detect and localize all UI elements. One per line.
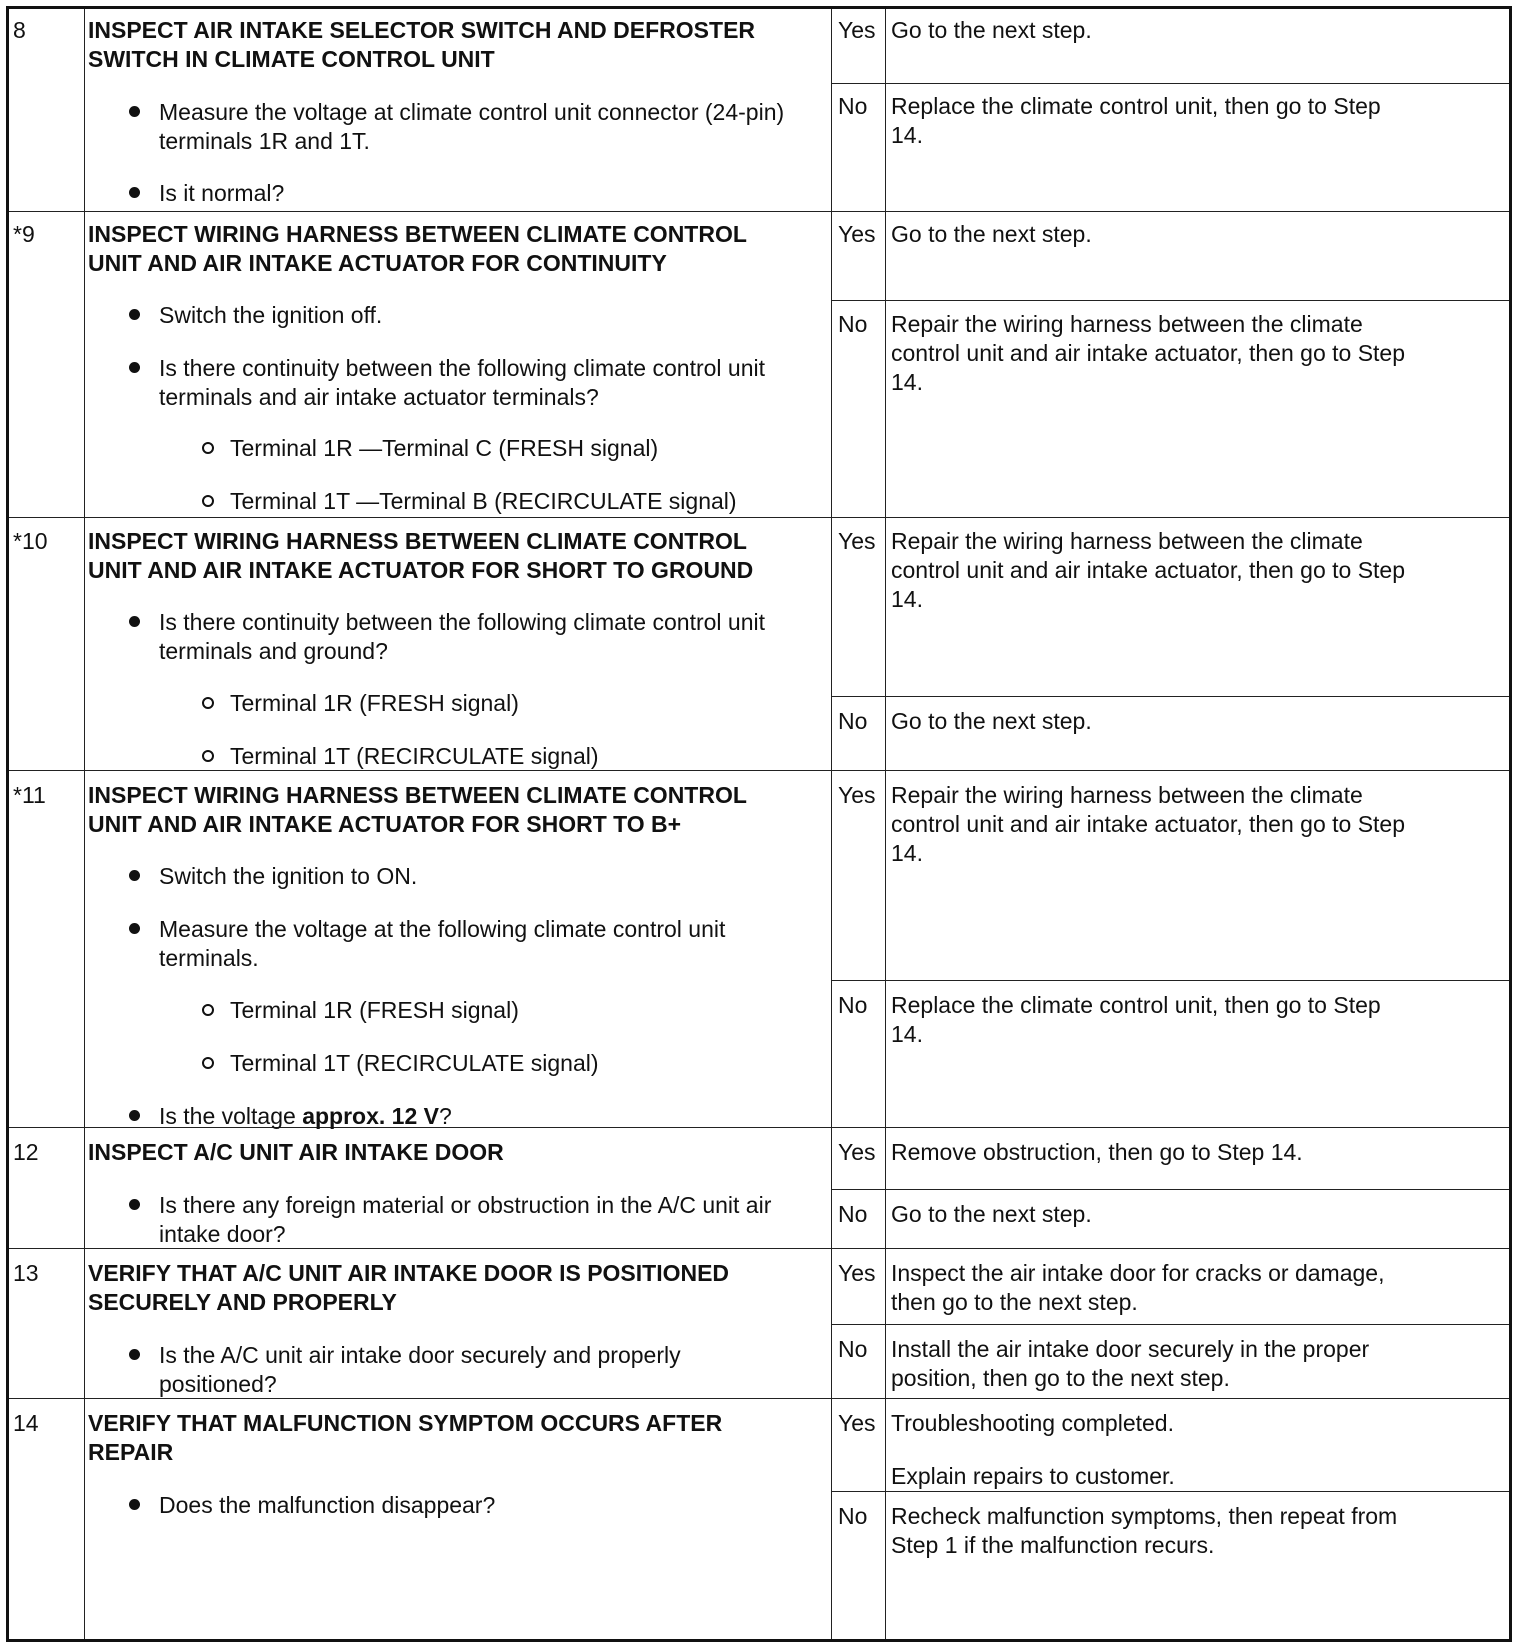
yes-action: Troubleshooting completed. [891, 1410, 1174, 1436]
sub-bullet-icon [202, 1057, 214, 1069]
no-action: Go to the next step. [891, 708, 1092, 734]
step-number: *11 [13, 782, 46, 808]
step-title: REPAIR [88, 1439, 174, 1465]
yes-label: Yes [838, 1260, 876, 1286]
yes-no-divider [831, 980, 1509, 981]
yes-no-divider [831, 1324, 1509, 1325]
bullet-icon [129, 1110, 140, 1121]
sub-bullet-icon [202, 1004, 214, 1016]
step-instruction: Measure the voltage at the following climate control unit [159, 916, 726, 942]
no-action: Step 1 if the malfunction recurs. [891, 1532, 1215, 1558]
step-instruction: Does the malfunction disappear? [159, 1492, 496, 1518]
no-label: No [838, 708, 868, 734]
yes-label: Yes [838, 1139, 876, 1165]
yes-action: Go to the next step. [891, 17, 1092, 43]
yes-action: Repair the wiring harness between the climate [891, 528, 1363, 554]
bullet-icon [129, 616, 140, 627]
no-label: No [838, 1336, 868, 1362]
step-number: *10 [13, 528, 48, 554]
step-instruction: Is there any foreign material or obstruction in the A/C unit air [159, 1192, 772, 1218]
step-instruction: Is there continuity between the following climate control unit [159, 609, 765, 635]
bullet-icon [129, 106, 140, 117]
yes-label: Yes [838, 221, 876, 247]
sub-bullet-icon [202, 750, 214, 762]
step-number: 14 [13, 1410, 39, 1436]
step-number: *9 [13, 221, 35, 247]
step-number: 12 [13, 1139, 39, 1165]
column-divider [885, 9, 886, 1639]
voltage-question-end: ? [438, 1103, 452, 1129]
step-number: 8 [13, 17, 26, 43]
terminal-item: Terminal 1T —Terminal B (RECIRCULATE signal) [230, 488, 737, 514]
yes-action: 14. [891, 586, 923, 612]
column-divider [84, 9, 85, 1639]
no-action: 14. [891, 1021, 923, 1047]
yes-action: Remove obstruction, then go to Step 14. [891, 1139, 1303, 1165]
no-label: No [838, 93, 868, 119]
yes-no-divider [831, 696, 1509, 697]
step-instruction: Is the A/C unit air intake door securely and properly [159, 1342, 681, 1368]
step-instruction: terminals 1R and 1T. [159, 128, 370, 154]
step-instruction: positioned? [159, 1371, 277, 1397]
no-label: No [838, 992, 868, 1018]
step-instruction: Is it normal? [159, 180, 285, 206]
sub-bullet-icon [202, 697, 214, 709]
step-instruction: intake door? [159, 1221, 286, 1247]
step-title: UNIT AND AIR INTAKE ACTUATOR FOR SHORT TO B+ [88, 811, 682, 837]
yes-action: then go to the next step. [891, 1289, 1138, 1315]
step-title: UNIT AND AIR INTAKE ACTUATOR FOR SHORT TO GROUND [88, 557, 754, 583]
yes-no-divider [831, 300, 1509, 301]
yes-no-divider [831, 83, 1509, 84]
terminal-item: Terminal 1R —Terminal C (FRESH signal) [230, 435, 659, 461]
step-instruction: Is there continuity between the following climate control unit [159, 355, 765, 381]
sub-bullet-icon [202, 442, 214, 454]
bullet-icon [129, 1349, 140, 1360]
step-title: INSPECT AIR INTAKE SELECTOR SWITCH AND DEFROSTER [88, 17, 756, 43]
row-divider [9, 211, 1509, 212]
yes-action: 14. [891, 840, 923, 866]
step-instruction: Measure the voltage at climate control unit connector (24-pin) [159, 99, 785, 125]
step-title: UNIT AND AIR INTAKE ACTUATOR FOR CONTINUITY [88, 250, 667, 276]
yes-label: Yes [838, 782, 876, 808]
step-instruction: terminals and ground? [159, 638, 388, 664]
yes-action: Go to the next step. [891, 221, 1092, 247]
step-instruction [159, 1101, 452, 1131]
bullet-icon [129, 309, 140, 320]
sub-bullet-icon [202, 495, 214, 507]
bullet-icon [129, 1199, 140, 1210]
terminal-item: Terminal 1T (RECIRCULATE signal) [230, 1050, 599, 1076]
step-title: INSPECT A/C UNIT AIR INTAKE DOOR [88, 1139, 504, 1165]
no-action: Install the air intake door securely in the proper [891, 1336, 1370, 1362]
no-action: Replace the climate control unit, then go to Step [891, 93, 1381, 119]
bullet-icon [129, 923, 140, 934]
no-action: Go to the next step. [891, 1201, 1092, 1227]
voltage-value: approx. 12 V [302, 1103, 439, 1129]
step-title: VERIFY THAT A/C UNIT AIR INTAKE DOOR IS POSITIONED [88, 1260, 730, 1286]
row-divider [9, 517, 1509, 518]
terminal-item: Terminal 1R (FRESH signal) [230, 690, 519, 716]
no-action: Recheck malfunction symptoms, then repeat from [891, 1503, 1398, 1529]
terminal-item: Terminal 1T (RECIRCULATE signal) [230, 743, 599, 769]
step-title: VERIFY THAT MALFUNCTION SYMPTOM OCCURS AFTER [88, 1410, 723, 1436]
no-action: control unit and air intake actuator, then go to Step [891, 340, 1406, 366]
step-title: INSPECT WIRING HARNESS BETWEEN CLIMATE CONTROL [88, 221, 747, 247]
step-title: INSPECT WIRING HARNESS BETWEEN CLIMATE CONTROL [88, 528, 747, 554]
yes-no-divider [831, 1189, 1509, 1190]
yes-action-note: Explain repairs to customer. [891, 1463, 1175, 1489]
step-instruction: Switch the ignition off. [159, 302, 383, 328]
voltage-question: Is the voltage [159, 1103, 303, 1129]
yes-no-divider [831, 1491, 1509, 1492]
step-title: INSPECT WIRING HARNESS BETWEEN CLIMATE CONTROL [88, 782, 747, 808]
yes-action: Inspect the air intake door for cracks or damage, [891, 1260, 1385, 1286]
bullet-icon [129, 362, 140, 373]
step-title: SECURELY AND PROPERLY [88, 1289, 397, 1315]
step-title: SWITCH IN CLIMATE CONTROL UNIT [88, 46, 495, 72]
yes-action: control unit and air intake actuator, then go to Step [891, 557, 1406, 583]
no-label: No [838, 1503, 868, 1529]
troubleshooting-table [6, 6, 1512, 1642]
step-instruction: Switch the ignition to ON. [159, 863, 418, 889]
step-number: 13 [13, 1260, 39, 1286]
step-instruction: terminals. [159, 945, 259, 971]
bullet-icon [129, 870, 140, 881]
no-label: No [838, 1201, 868, 1227]
no-action: Repair the wiring harness between the climate [891, 311, 1363, 337]
yes-action: control unit and air intake actuator, then go to Step [891, 811, 1406, 837]
column-divider [831, 9, 832, 1639]
no-action: position, then go to the next step. [891, 1365, 1230, 1391]
bullet-icon [129, 187, 140, 198]
yes-action: Repair the wiring harness between the climate [891, 782, 1363, 808]
no-action: 14. [891, 369, 923, 395]
yes-label: Yes [838, 17, 876, 43]
yes-label: Yes [838, 528, 876, 554]
no-action: 14. [891, 122, 923, 148]
no-label: No [838, 311, 868, 337]
yes-label: Yes [838, 1410, 876, 1436]
terminal-item: Terminal 1R (FRESH signal) [230, 997, 519, 1023]
step-instruction: terminals and air intake actuator terminals? [159, 384, 599, 410]
no-action: Replace the climate control unit, then go to Step [891, 992, 1381, 1018]
bullet-icon [129, 1499, 140, 1510]
